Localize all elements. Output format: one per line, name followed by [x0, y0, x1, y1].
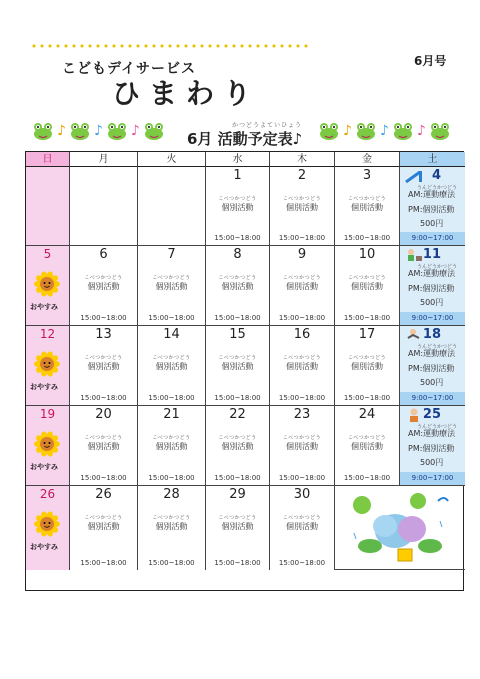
day-number: 29 — [229, 487, 246, 502]
calendar-day-cell — [138, 326, 206, 406]
calendar-day-cell — [206, 406, 270, 486]
calendar-day-cell — [70, 486, 138, 570]
frog-icon — [143, 121, 165, 141]
weekday-header: 金 — [335, 152, 400, 167]
calendar-day-cell — [270, 167, 335, 246]
calendar-day-cell — [26, 246, 70, 326]
weekday-header: 月 — [70, 152, 138, 167]
time-range: 15:00~18:00 — [214, 559, 261, 567]
exercise-ruby: うんどうかつどう — [416, 424, 457, 430]
activity-label: 個別活動 — [87, 522, 120, 531]
day-number: 10 — [358, 247, 376, 262]
frog-icon — [429, 121, 451, 141]
exercise-ruby: うんどうかつどう — [416, 344, 457, 350]
time-range: 15:00~18:00 — [148, 559, 195, 567]
day-number: 4 — [431, 168, 441, 183]
calendar-day-cell — [206, 326, 270, 406]
activity-label: 個別活動 — [286, 282, 318, 291]
calendar-day-cell — [335, 167, 400, 246]
calendar-day-cell — [26, 167, 70, 246]
activity-label: 個別活動 — [286, 522, 318, 531]
time-range: 15:00~18:00 — [278, 559, 326, 567]
day-number: 11 — [422, 247, 441, 262]
calendar-day-cell — [26, 326, 70, 406]
am-activity: AM:運動療法 — [408, 429, 456, 438]
activity-ruby: こべつかつどう — [152, 355, 191, 361]
frog-icon — [318, 121, 340, 141]
sunflower-icon — [33, 430, 61, 458]
time-range: 15:00~18:00 — [80, 559, 127, 567]
am-activity: AM:運動療法 — [408, 269, 456, 278]
day-number: 12 — [39, 327, 56, 341]
activity-label: 個別活動 — [286, 442, 318, 451]
hydrangea-frog-illustration — [340, 491, 460, 566]
day-number: 28 — [163, 487, 180, 502]
calendar-day-cell — [335, 406, 400, 486]
time-range: 15:00~18:00 — [80, 394, 127, 402]
child-running-icon — [405, 328, 423, 342]
activity-ruby: こべつかつどう — [347, 275, 387, 281]
pm-activity: PM:個別活動 — [408, 284, 455, 293]
day-number: 13 — [95, 327, 112, 342]
day-number: 26 — [39, 487, 56, 501]
header-subtitle: こどもデイサービス — [62, 61, 197, 77]
activity-ruby: こべつかつどう — [218, 275, 257, 281]
calendar-day-cell — [206, 486, 270, 570]
time-range: 9:00~17:00 — [400, 472, 465, 485]
activity-ruby: こべつかつどう — [218, 435, 257, 441]
activity-label: 個別活動 — [351, 362, 383, 371]
day-number: 15 — [229, 327, 246, 342]
day-number: 21 — [163, 407, 180, 422]
calendar-day-cell — [70, 167, 138, 246]
activity-label: 個別活動 — [87, 282, 120, 291]
issue-label: 6月号 — [414, 54, 447, 68]
calendar-grid — [25, 151, 464, 591]
frog-icon — [32, 121, 54, 141]
fee-label: 500円 — [420, 458, 444, 467]
day-number: 30 — [293, 487, 311, 502]
weekday-header: 火 — [138, 152, 206, 167]
fee-label: 500円 — [420, 219, 444, 228]
schedule-title: 6月 活動予定表♪ — [187, 130, 303, 148]
am-activity: AM:運動療法 — [408, 349, 456, 358]
sunflower-icon — [33, 350, 61, 378]
time-range: 15:00~18:00 — [343, 474, 391, 482]
activity-label: 個別活動 — [286, 362, 318, 371]
day-number: 1 — [233, 168, 242, 183]
activity-label: 個別活動 — [221, 203, 254, 212]
activity-ruby: こべつかつどう — [347, 435, 387, 441]
holiday-label: おやすみ — [30, 543, 58, 551]
calendar-day-cell — [270, 326, 335, 406]
am-activity: AM:運動療法 — [408, 190, 456, 199]
calendar-day-cell — [26, 406, 70, 486]
music-note-icon: ♪ — [379, 123, 389, 139]
activity-label: 個別活動 — [286, 203, 318, 212]
day-number: 14 — [163, 327, 180, 342]
calendar-day-cell — [400, 246, 465, 326]
activity-label: 個別活動 — [155, 442, 188, 451]
day-number: 23 — [293, 407, 311, 422]
calendar-day-cell — [26, 486, 70, 570]
day-number: 8 — [233, 247, 242, 262]
activity-ruby: こべつかつどう — [84, 355, 123, 361]
time-range: 15:00~18:00 — [343, 394, 391, 402]
activity-label: 個別活動 — [351, 203, 383, 212]
holiday-label: おやすみ — [30, 303, 58, 311]
activity-ruby: こべつかつどう — [282, 355, 322, 361]
music-note-icon: ♪ — [130, 123, 140, 139]
frog-decoration-left — [32, 121, 165, 141]
day-number: 25 — [422, 407, 441, 422]
activity-ruby: こべつかつどう — [347, 355, 387, 361]
calendar-day-cell — [206, 167, 270, 246]
time-range: 9:00~17:00 — [400, 232, 465, 245]
activity-label: 個別活動 — [155, 282, 188, 291]
activity-label: 個別活動 — [221, 442, 254, 451]
time-range: 15:00~18:00 — [148, 394, 195, 402]
day-number: 6 — [99, 247, 108, 262]
activity-label: 個別活動 — [87, 362, 120, 371]
calendar-day-cell — [335, 326, 400, 406]
calendar-day-cell — [270, 406, 335, 486]
time-range: 15:00~18:00 — [148, 474, 195, 482]
exercise-ruby: うんどうかつどう — [416, 264, 457, 270]
activity-label: 個別活動 — [155, 522, 188, 531]
holiday-label: おやすみ — [30, 383, 58, 391]
activity-ruby: こべつかつどう — [152, 435, 191, 441]
day-number: 3 — [362, 168, 372, 183]
weekday-header: 水 — [206, 152, 270, 167]
activity-ruby: こべつかつどう — [218, 355, 257, 361]
calendar-day-cell — [138, 406, 206, 486]
time-range: 15:00~18:00 — [278, 474, 326, 482]
dotted-divider — [30, 44, 310, 48]
time-range: 15:00~18:00 — [278, 234, 326, 242]
time-range: 15:00~18:00 — [278, 394, 326, 402]
day-number: 16 — [293, 327, 311, 342]
activity-ruby: こべつかつどう — [282, 515, 322, 521]
weekday-header: 土 — [400, 152, 465, 167]
activity-label: 個別活動 — [87, 442, 120, 451]
day-number: 9 — [297, 247, 307, 262]
fee-label: 500円 — [420, 378, 444, 387]
activity-ruby: こべつかつどう — [84, 435, 123, 441]
calendar-day-cell — [270, 486, 335, 570]
activity-label: 個別活動 — [155, 362, 188, 371]
time-range: 15:00~18:00 — [343, 234, 391, 242]
calendar-day-cell — [138, 246, 206, 326]
time-range: 15:00~18:00 — [214, 474, 261, 482]
day-number: 7 — [167, 247, 176, 262]
illustration-cell — [335, 486, 465, 570]
activity-ruby: こべつかつどう — [84, 515, 123, 521]
time-range: 9:00~17:00 — [400, 392, 465, 405]
day-number: 5 — [43, 247, 52, 261]
day-number: 2 — [297, 168, 307, 183]
calendar-day-cell — [206, 246, 270, 326]
holiday-label: おやすみ — [30, 463, 58, 471]
time-range: 15:00~18:00 — [214, 234, 261, 242]
time-range: 15:00~18:00 — [148, 314, 195, 322]
calendar-day-cell — [138, 486, 206, 570]
time-range: 15:00~18:00 — [80, 314, 127, 322]
pm-activity: PM:個別活動 — [408, 205, 455, 214]
activity-ruby: こべつかつどう — [282, 275, 322, 281]
music-note-icon: ♪ — [93, 123, 103, 139]
calendar-day-cell — [400, 326, 465, 406]
activity-label: 個別活動 — [221, 522, 254, 531]
weekday-header: 木 — [270, 152, 335, 167]
music-note-icon: ♪ — [57, 123, 66, 139]
sunflower-icon — [33, 270, 61, 298]
activity-label: 個別活動 — [351, 282, 383, 291]
day-number: 22 — [229, 407, 246, 422]
day-number: 17 — [358, 327, 376, 342]
fee-label: 500円 — [420, 298, 444, 307]
frog-icon — [69, 121, 91, 141]
sunflower-icon — [33, 510, 61, 538]
time-range: 15:00~18:00 — [343, 314, 391, 322]
slide-icon — [405, 169, 423, 183]
schedule-title-ruby: かつどうよていひょう — [232, 122, 303, 129]
activity-ruby: こべつかつどう — [84, 275, 123, 281]
calendar-day-cell — [270, 246, 335, 326]
activity-ruby: こべつかつどう — [218, 515, 257, 521]
activity-label: 個別活動 — [221, 362, 254, 371]
activity-ruby: こべつかつどう — [152, 515, 191, 521]
calendar-day-cell — [70, 326, 138, 406]
activity-ruby: こべつかつどう — [282, 196, 322, 202]
activity-ruby: こべつかつどう — [347, 196, 387, 202]
weekday-header: 日 — [26, 152, 70, 167]
activity-ruby: こべつかつどう — [218, 196, 257, 202]
time-range: 15:00~18:00 — [214, 314, 261, 322]
calendar-day-cell — [400, 406, 465, 486]
day-number: 20 — [95, 407, 112, 422]
frog-icon — [355, 121, 377, 141]
activity-label: 個別活動 — [351, 442, 383, 451]
frog-decoration-right — [318, 121, 451, 141]
calendar-day-cell — [400, 167, 465, 246]
activity-ruby: こべつかつどう — [282, 435, 322, 441]
music-note-icon: ♪ — [416, 123, 426, 139]
activity-label: 個別活動 — [221, 282, 254, 291]
day-number: 19 — [39, 407, 56, 421]
child-icon — [405, 408, 423, 422]
calendar-day-cell — [70, 246, 138, 326]
frog-icon — [106, 121, 128, 141]
time-range: 15:00~18:00 — [214, 394, 261, 402]
calendar-day-cell — [138, 167, 206, 246]
time-range: 9:00~17:00 — [400, 312, 465, 325]
exercise-ruby: うんどうかつどう — [416, 185, 457, 191]
pm-activity: PM:個別活動 — [408, 364, 455, 373]
frog-icon — [392, 121, 414, 141]
calendar-day-cell — [70, 406, 138, 486]
time-range: 15:00~18:00 — [80, 474, 127, 482]
pm-activity: PM:個別活動 — [408, 444, 455, 453]
day-number: 18 — [422, 327, 441, 342]
music-note-icon: ♪ — [343, 123, 352, 139]
day-number: 26 — [95, 487, 112, 502]
time-range: 15:00~18:00 — [278, 314, 326, 322]
activity-ruby: こべつかつどう — [152, 275, 191, 281]
header-title: ひまわり — [112, 77, 261, 110]
day-number: 24 — [358, 407, 376, 422]
calendar-day-cell — [335, 246, 400, 326]
child-activity-icon — [405, 248, 423, 262]
